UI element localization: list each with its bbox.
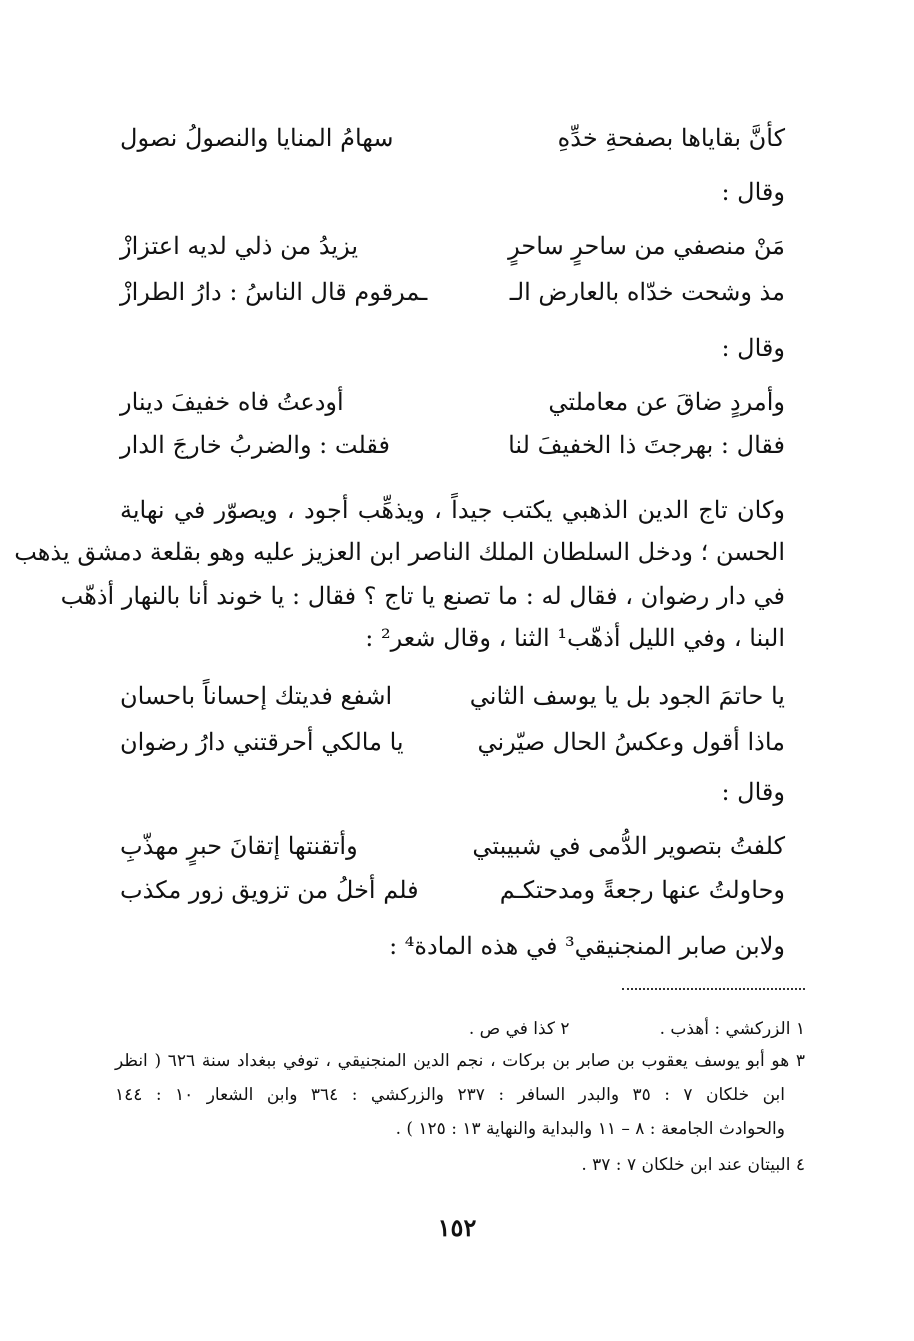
footnote-3-line-1: ٣ هو أبو يوسف يعقوب بن صابر بن بركات ، نجم الدين المنجنيقي ، توفي ببغداد سنة ٦٢٦ ( انظر xyxy=(115,1051,805,1071)
hemistich-left: ـمرقوم قال الناسُ : دارُ الطرازْ xyxy=(120,278,428,306)
intro-line: ولابن صابر المنجنيقي³ في هذه المادة⁴ : xyxy=(389,932,785,960)
footnote-3-line-2: ابن خلكان ٧ : ٣٥ والبدر السافر : ٢٣٧ والزركشي : ٣٦٤ وابن الشعار ١٠ : ١٤٤ xyxy=(115,1085,785,1105)
footnote-divider xyxy=(622,988,805,990)
paragraph-line-1: وكان تاج الدين الذهبي يكتب جيداً ، ويذهِّب أجود ، ويصوّر في نهاية xyxy=(120,496,785,524)
footnote-1: ١ الزركشي : أهذب . xyxy=(659,1019,805,1039)
hemistich-left: فلم أخلُ من تزويق زور مكذب xyxy=(120,876,419,904)
hemistich-right: مذ وشحت خدّاه بالعارض الـ xyxy=(509,278,785,306)
poem5-line1 xyxy=(120,826,785,866)
hemistich-right: ماذا أقول وعكسُ الحال صيّرني xyxy=(477,728,785,756)
poem5-line2 xyxy=(120,870,785,910)
hemistich-left: فقلت : والضربُ خارجَ الدار xyxy=(120,431,391,459)
paragraph-line-2: الحسن ؛ ودخل السلطان الملك الناصر ابن العزيز عليه وهو بقلعة دمشق يذهب xyxy=(14,538,785,566)
poem3-line2 xyxy=(120,425,785,465)
hemistich-left: أودعتُ فاه خفيفَ دينار xyxy=(120,388,344,416)
poem1-line1 xyxy=(120,118,785,158)
hemistich-left: وأتقنتها إتقانَ حبرٍ مهذّبِ xyxy=(120,832,358,860)
paragraph-line-3: في دار رضوان ، فقال له : ما تصنع يا تاج ؟ فقال : يا خوند أنا بالنهار أذهّب xyxy=(60,582,785,610)
poem2-line2 xyxy=(120,272,785,312)
qala-label-1: وقال : xyxy=(721,178,785,206)
hemistich-right: كأنَّ بقاياها بصفحةِ خدِّهِ xyxy=(557,124,785,152)
hemistich-right: يا حاتمَ الجود بل يا يوسف الثاني xyxy=(469,682,785,710)
poem4-line2 xyxy=(120,722,785,762)
footnote-3-line-3: والحوادث الجامعة : ٨ – ١١ والبداية والنهاية ١٣ : ١٢٥ ) . xyxy=(395,1119,785,1139)
hemistich-right: وأمردٍ ضاقَ عن معاملتي xyxy=(548,388,785,416)
paragraph-line-4: البنا ، وفي الليل أذهّب¹ الثنا ، وقال شعر² : xyxy=(365,624,785,652)
hemistich-right: فقال : بهرجتَ ذا الخفيفَ لنا xyxy=(508,431,785,459)
qala-label-3: وقال : xyxy=(721,778,785,806)
page-number: ١٥٢ xyxy=(437,1213,477,1242)
poem3-line1 xyxy=(120,382,785,422)
hemistich-left: اشفع فديتك إحساناً باحسان xyxy=(120,682,393,710)
hemistich-right: مَنْ منصفي من ساحرٍ ساحرٍ xyxy=(508,232,785,260)
hemistich-right: وحاولتُ عنها رجعةً ومدحتكـم xyxy=(499,876,785,904)
poem4-line1 xyxy=(120,676,785,716)
poem2-line1 xyxy=(120,226,785,266)
hemistich-right: كلفتُ بتصوير الدُّمى في شبيبتي xyxy=(472,832,785,860)
footnote-4: ٤ البيتان عند ابن خلكان ٧ : ٣٧ . xyxy=(581,1155,805,1175)
qala-label-2: وقال : xyxy=(721,334,785,362)
hemistich-left: يا مالكي أحرقتني دارُ رضوان xyxy=(120,728,404,756)
hemistich-left: يزيدُ من ذلي لديه اعتزازْ xyxy=(120,232,359,260)
hemistich-left: سهامُ المنايا والنصولُ نصول xyxy=(120,124,394,152)
footnote-2: ٢ كذا في ص . xyxy=(468,1019,570,1039)
footnotes-1-2 xyxy=(115,1014,805,1044)
